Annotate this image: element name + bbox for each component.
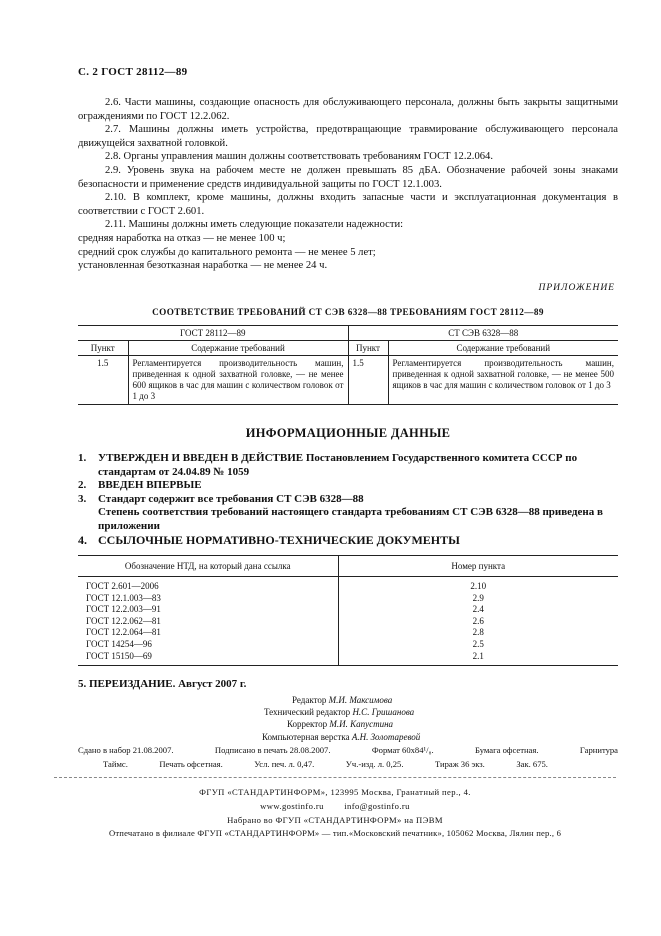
publisher-web: www.gostinfo.ru info@gostinfo.ru: [260, 800, 410, 811]
right-group-header: СТ СЭВ 6328—88: [348, 326, 618, 341]
references-table: [78, 555, 618, 666]
imprint-block: [78, 744, 618, 771]
ref-doc: ГОСТ 14254—96: [86, 638, 152, 649]
publisher-address: ФГУП «СТАНДАРТИНФОРМ», 123995 Москва, Гранатный пер., 4.: [199, 787, 471, 797]
info-num: 1.: [78, 452, 87, 464]
sent-date: Сдано в набор 21.08.2007.: [78, 745, 174, 755]
publisher-block: [54, 786, 616, 841]
left-item-cell: 1.5: [78, 356, 128, 405]
info-num: 4.: [78, 532, 87, 547]
info-title: ИНФОРМАЦИОННЫЕ ДАННЫЕ: [245, 426, 451, 440]
left-group-header: ГОСТ 28112—89: [78, 326, 348, 341]
info-item: [78, 479, 623, 493]
layout-name: А.Н. Золотаревой: [351, 731, 421, 742]
reliability-item: установленная безотказная наработка — не менее 24 ч.: [78, 260, 328, 272]
reliability-item: средняя наработка на отказ — не менее 100 ч;: [78, 232, 286, 244]
ref-item: 2.5: [338, 639, 618, 651]
format: Формат 60x84¹/₈.: [371, 745, 434, 755]
info-item: [78, 534, 623, 548]
layout-label: Компьютерная верстка: [262, 731, 350, 742]
clause-2-9: 2.9. Уровень звука на рабочем месте не должен превышать 85 дБА. Обозначение рабочей зоны знаками безопасности и применение средств индивидуальной защиты по ГОСТ 12.1.003.: [78, 164, 618, 190]
info-item: [78, 506, 623, 533]
appendix-label: ПРИЛОЖЕНИЕ: [538, 283, 615, 293]
tech-editor-label: Технический редактор: [264, 707, 351, 718]
col-item-header: Пункт: [78, 341, 128, 356]
clause-2-8: 2.8. Органы управления машин должны соответствовать требованиям ГОСТ 12.2.064.: [105, 151, 493, 163]
ref-item: 2.9: [338, 593, 618, 605]
info-text: УТВЕРЖДЕН И ВВЕДЕН В ДЕЙСТВИЕ Постановлением Государственного комитета СССР по стандартам от 24.04.89 № 1059: [98, 452, 578, 478]
signed-date: Подписано в печать 28.08.2007.: [214, 745, 331, 755]
col-item-header: Пункт: [348, 341, 388, 356]
corrector-label: Корректор: [287, 719, 328, 730]
ref-doc: ГОСТ 12.2.062—81: [86, 615, 161, 626]
ref-item: 2.1: [338, 651, 618, 666]
ref-item: 2.10: [338, 577, 618, 593]
ref-doc: ГОСТ 12.2.003—91: [86, 604, 161, 615]
col-doc-header: Обозначение НТД, на который дана ссылка: [78, 556, 338, 577]
ref-item: 2.4: [338, 604, 618, 616]
printing-note: Отпечатано в филиале ФГУП «СТАНДАРТИНФОРМ» — тип.«Московский печатник», 105062 Москва, Лялин пер., 6: [108, 828, 562, 839]
reliability-item: средний срок службы до капитального ремонта — не менее 5 лет;: [78, 246, 376, 258]
right-item-cell: 1.5: [348, 356, 388, 405]
section-2-text: [78, 96, 618, 273]
page-header: С. 2 ГОСТ 28112—89: [78, 66, 188, 78]
reissue-line: 5. ПЕРЕИЗДАНИЕ. Август 2007 г.: [78, 678, 247, 690]
tech-editor-name: Н.С. Гришанова: [352, 707, 415, 718]
edition-sheets: Уч.-изд. л. 0,25.: [345, 758, 404, 769]
info-item: [78, 452, 623, 479]
ref-doc: ГОСТ 15150—69: [78, 651, 338, 666]
info-text: Стандарт содержит все требования СТ СЭВ 6328—88: [98, 492, 364, 505]
col-content-header: Содержание требований: [128, 341, 348, 356]
ref-doc: ГОСТ 12.1.003—83: [86, 592, 161, 603]
separator-line: [54, 777, 616, 778]
info-item: [78, 493, 623, 507]
ref-item: 2.6: [338, 616, 618, 628]
info-list: [78, 452, 623, 547]
ref-item: 2.8: [338, 627, 618, 639]
info-num: 2.: [78, 479, 87, 492]
print-method: Печать офсетная.: [159, 758, 223, 769]
info-num: 3.: [78, 492, 87, 505]
print-sheets: Усл. печ. л. 0,47.: [254, 758, 315, 769]
info-text: ССЫЛОЧНЫЕ НОРМАТИВНО-ТЕХНИЧЕСКИЕ ДОКУМЕНТЫ: [98, 532, 460, 547]
editor-name: М.И. Максимова: [328, 695, 393, 705]
clause-2-7: 2.7. Машины должны иметь устройства, предотвращающие травмирование обслуживающего персонала движущейся захватной головкой.: [78, 124, 618, 149]
credits-block: [252, 694, 420, 743]
right-text-cell: Регламентируется производительность машин, приведенная к одной захватной головке, — не менее 500 ящиков в час для машин с количеством головок от 1 до 3: [388, 356, 618, 405]
clause-2-11: 2.11. Машины должны иметь следующие показатели надежности:: [105, 219, 404, 231]
ref-doc: ГОСТ 2.601—2006: [86, 581, 159, 591]
info-text: ВВЕДЕН ВПЕРВЫЕ: [98, 479, 202, 492]
col-content-header: Содержание требований: [388, 341, 618, 356]
clause-2-6: 2.6. Части машины, создающие опасность для обслуживающего персонала, должны быть закрыты защитными ограждениями по ГОСТ 12.2.062.: [78, 97, 618, 122]
typeface: Гарнитура: [579, 745, 618, 755]
ref-doc: ГОСТ 12.2.064—81: [86, 627, 161, 638]
appendix-title: СООТВЕТСТВИЕ ТРЕБОВАНИЙ СТ СЭВ 6328—88 ТРЕБОВАНИЯМ ГОСТ 28112—89: [152, 307, 544, 317]
info-num: [78, 506, 98, 533]
typeface-name: Таймс.: [103, 758, 128, 769]
order-number: Зак. 675.: [516, 758, 548, 769]
editor-label: Редактор: [292, 695, 327, 705]
left-text-cell: Регламентируется производительность машин, приведенная к одной захватной головке, — не менее 600 ящиков в час для машин с количеством головок от 1 до 3: [128, 356, 348, 405]
col-number-header: Номер пункта: [338, 556, 618, 577]
clause-2-10: 2.10. В комплект, кроме машины, должны входить запасные части и эксплуатационная документация в соответствии с ГОСТ 2.601.: [78, 192, 618, 217]
compliance-table: [78, 325, 618, 405]
paper: Бумага офсетная.: [475, 745, 539, 755]
print-run: Тираж 36 экз.: [434, 758, 485, 769]
corrector-name: М.И. Капустина: [329, 719, 394, 730]
info-text: Степень соответствия требований настоящего стандарта требованиям СТ СЭВ 6328—88 приведена в приложении: [98, 506, 603, 532]
typeset-note: Набрано во ФГУП «СТАНДАРТИНФОРМ» на ПЭВМ: [227, 814, 443, 825]
